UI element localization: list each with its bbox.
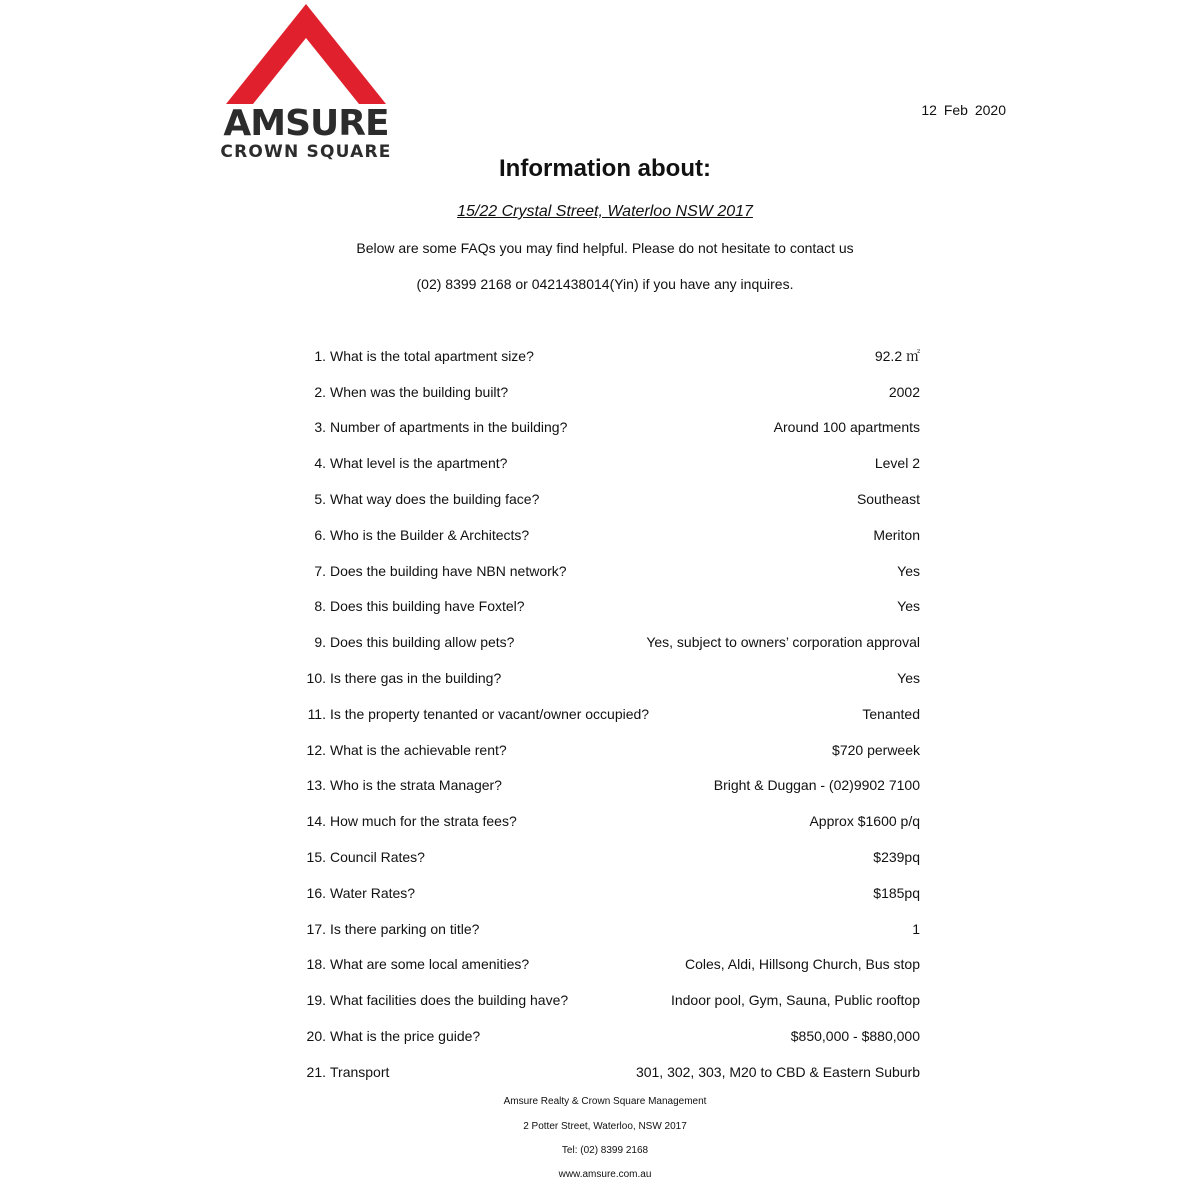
faq-item xyxy=(290,374,920,410)
faq-number: 14. xyxy=(306,813,326,830)
faq-item xyxy=(290,553,920,589)
faq-item xyxy=(290,481,920,517)
faq-answer: 1 xyxy=(912,920,920,937)
faq-number: 7. xyxy=(314,562,326,579)
footer-phone: Tel: (02) 8399 2168 xyxy=(561,1145,649,1156)
faq-answer: $720 perweek xyxy=(832,741,920,758)
faq-number: 5. xyxy=(314,491,326,508)
company-logo xyxy=(218,0,394,170)
faq-question: What is the total apartment size? xyxy=(330,347,534,364)
page-title: Information about: xyxy=(499,155,711,182)
faq-number: 15. xyxy=(306,849,326,866)
faq-item xyxy=(290,1018,920,1054)
faq-answer: $239pq xyxy=(873,849,920,866)
faq-question: How much for the strata fees? xyxy=(330,813,517,830)
faq-item xyxy=(290,732,920,768)
faq-question: Who is the strata Manager? xyxy=(330,777,502,794)
faq-answer: 301, 302, 303, M20 to CBD & Eastern Suburb xyxy=(635,1063,920,1080)
faq-item xyxy=(290,445,920,481)
faq-answer: Coles, Aldi, Hillsong Church, Bus stop xyxy=(685,956,920,973)
faq-list xyxy=(290,338,920,1090)
faq-question: Does this building allow pets? xyxy=(330,634,515,651)
faq-question: Number of apartments in the building? xyxy=(330,419,568,436)
faq-number: 16. xyxy=(306,884,326,901)
faq-item xyxy=(290,839,920,875)
faq-number: 21. xyxy=(306,1063,326,1080)
faq-number: 4. xyxy=(314,455,326,472)
faq-number: 1. xyxy=(314,347,326,364)
intro-line-1: Below are some FAQs you may find helpful. Please do not hesitate to contact us xyxy=(356,240,854,256)
faq-item xyxy=(290,589,920,625)
faq-answer: Bright & Duggan - (02)9902 7100 xyxy=(713,777,920,794)
faq-answer: 92.2 ㎡ xyxy=(874,347,920,364)
faq-question: What level is the apartment? xyxy=(330,455,508,472)
faq-number: 12. xyxy=(306,741,326,758)
faq-item xyxy=(290,947,920,983)
faq-number: 6. xyxy=(314,526,326,543)
faq-answer: $850,000 - $880,000 xyxy=(790,1028,920,1045)
faq-item xyxy=(290,1054,920,1090)
faq-question: Is the property tenanted or vacant/owner occupied? xyxy=(330,705,650,722)
faq-answer: Yes xyxy=(897,670,920,687)
property-address: 15/22 Crystal Street, Waterloo NSW 2017 xyxy=(457,203,753,220)
faq-number: 3. xyxy=(314,419,326,436)
faq-question: Is there gas in the building? xyxy=(330,670,502,687)
faq-question: Does this building have Foxtel? xyxy=(330,598,525,615)
faq-answer: 2002 xyxy=(888,383,920,400)
faq-number: 11. xyxy=(307,705,326,722)
faq-answer: Yes xyxy=(897,562,920,579)
footer-company: Amsure Realty & Crown Square Management xyxy=(503,1096,707,1107)
faq-question: Council Rates? xyxy=(330,849,425,866)
faq-question: When was the building built? xyxy=(330,383,509,400)
faq-answer: Level 2 xyxy=(874,455,920,472)
faq-number: 9. xyxy=(314,634,326,651)
faq-answer: Around 100 apartments xyxy=(773,419,920,436)
faq-question: What facilities does the building have? xyxy=(330,992,569,1009)
faq-answer: $185pq xyxy=(873,884,920,901)
faq-question: Is there parking on title? xyxy=(330,920,480,937)
faq-number: 13. xyxy=(306,777,326,794)
faq-number: 10. xyxy=(306,670,326,687)
faq-item xyxy=(290,624,920,660)
roof-shape xyxy=(226,4,386,104)
faq-item xyxy=(290,768,920,804)
faq-number: 19. xyxy=(306,992,326,1009)
footer-website: www.amsure.com.au xyxy=(558,1169,652,1180)
faq-number: 8. xyxy=(314,598,326,615)
faq-question: Water Rates? xyxy=(330,884,416,901)
faq-answer: Approx $1600 p/q xyxy=(809,813,920,830)
faq-item xyxy=(290,982,920,1018)
faq-item xyxy=(290,517,920,553)
faq-item xyxy=(290,875,920,911)
roof-icon xyxy=(218,0,394,110)
intro-line-2: (02) 8399 2168 or 0421438014(Yin) if you have any inquires. xyxy=(416,276,794,292)
faq-answer: Tenanted xyxy=(862,705,920,722)
faq-question: What is the price guide? xyxy=(330,1028,481,1045)
faq-item xyxy=(290,660,920,696)
faq-number: 20. xyxy=(306,1028,326,1045)
faq-item xyxy=(290,911,920,947)
logo-brand-subtitle: CROWN SQUARE xyxy=(220,142,392,162)
faq-question: Transport xyxy=(330,1063,390,1080)
faq-number: 18. xyxy=(306,956,326,973)
faq-answer: Meriton xyxy=(873,526,920,543)
faq-item xyxy=(290,410,920,446)
faq-answer: Yes xyxy=(897,598,920,615)
faq-number: 17. xyxy=(306,920,326,937)
faq-item xyxy=(290,696,920,732)
faq-answer: Southeast xyxy=(856,491,920,508)
faq-question: What are some local amenities? xyxy=(330,956,530,973)
faq-item xyxy=(290,338,920,374)
logo-brand-name: AMSURE xyxy=(223,103,389,144)
faq-question: Who is the Builder & Architects? xyxy=(330,526,530,543)
faq-question: Does the building have NBN network? xyxy=(330,562,567,579)
footer-address: 2 Potter Street, Waterloo, NSW 2017 xyxy=(523,1121,687,1132)
faq-answer: Yes, subject to owners’ corporation approval xyxy=(646,634,920,651)
faq-question: What way does the building face? xyxy=(330,491,540,508)
faq-item xyxy=(290,803,920,839)
faq-answer: Indoor pool, Gym, Sauna, Public rooftop xyxy=(670,992,920,1009)
faq-question: What is the achievable rent? xyxy=(330,741,507,758)
faq-number: 2. xyxy=(314,383,326,400)
document-date: 12 Feb 2020 xyxy=(921,102,1006,118)
